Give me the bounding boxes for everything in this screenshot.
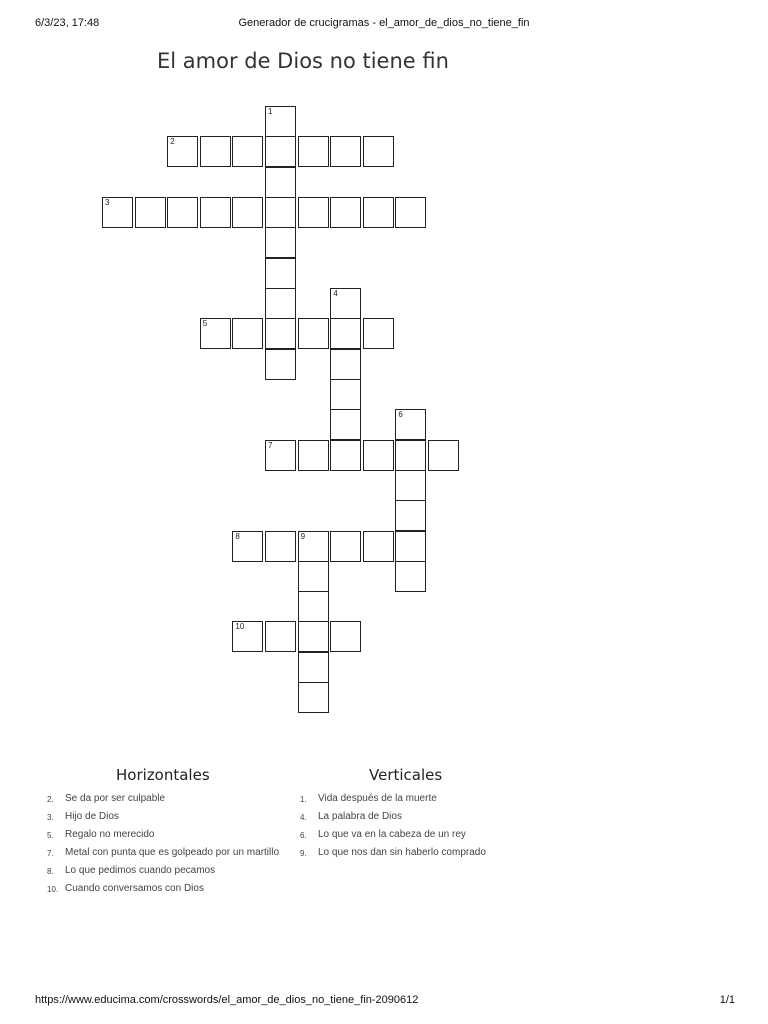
crossword-cell: [330, 379, 361, 410]
clue-item: [288, 792, 548, 805]
clue-number: 9.: [300, 849, 307, 858]
crossword-cell: [395, 500, 426, 531]
crossword-cell: [363, 197, 394, 228]
clue-number-label: 3: [105, 198, 110, 207]
crossword-cell: [265, 197, 296, 228]
crossword-cell: [330, 621, 361, 652]
crossword-cell: [265, 318, 296, 349]
print-footer-url: https://www.educima.com/crosswords/el_amor_de_dios_no_tiene_fin-2090612: [35, 994, 419, 1006]
crossword-cell: [298, 318, 329, 349]
clue-number-label: 4: [333, 288, 338, 298]
clue-number: 3.: [47, 813, 54, 822]
crossword-cell: [232, 621, 263, 652]
print-header-title: Generador de crucigramas - el_amor_de_dios_no_tiene_fin: [238, 17, 530, 29]
crossword-cell: [265, 136, 296, 167]
crossword-cell: [167, 136, 198, 167]
down-clue-list: [288, 792, 548, 864]
clue-text: Cuando conversamos con Dios: [65, 883, 204, 894]
clue-text: Metal con punta que es golpeado por un martillo: [65, 847, 280, 858]
clue-number: 5.: [47, 831, 54, 840]
clue-item: [35, 810, 285, 823]
crossword-cell: [265, 531, 296, 562]
crossword-cell: [330, 349, 361, 380]
across-heading: Horizontales: [116, 766, 210, 784]
clue-item: [35, 828, 285, 841]
clue-item: [35, 882, 285, 895]
crossword-cell: [330, 288, 361, 319]
down-heading: Verticales: [369, 766, 443, 784]
crossword-cell: [395, 197, 426, 228]
clue-number-label: 8: [235, 531, 240, 541]
crossword-cell: [330, 318, 361, 349]
clue-number-label: 6: [398, 410, 403, 420]
clue-number-label: 10: [235, 622, 245, 632]
clue-item: [288, 828, 548, 841]
crossword-cell: [265, 288, 296, 319]
across-clue-list: [35, 792, 285, 900]
crossword-cell: [395, 531, 426, 562]
crossword-cell: [298, 440, 329, 471]
crossword-cell: [232, 531, 263, 562]
clue-text: Hijo de Dios: [65, 811, 119, 822]
page-title: El amor de Dios no tiene fin: [157, 49, 449, 73]
crossword-cell: [102, 197, 133, 228]
clue-number: 10.: [47, 885, 59, 894]
clue-number-label: 2: [170, 137, 175, 147]
clue-text: Regalo no merecido: [65, 829, 155, 840]
clue-text: La palabra de Dios: [318, 811, 402, 822]
clue-text: Se da por ser culpable: [65, 793, 166, 804]
crossword-cell: [232, 136, 263, 167]
crossword-cell: [298, 136, 329, 167]
crossword-cell: [232, 318, 263, 349]
clue-item: [288, 846, 548, 859]
clue-number-label: 9: [300, 531, 306, 541]
clue-item: [35, 846, 285, 859]
crossword-cell: [298, 682, 329, 713]
crossword-cell: [200, 318, 231, 349]
crossword-cell: [330, 197, 361, 228]
crossword-cell: [395, 470, 426, 501]
crossword-cell: [395, 409, 426, 440]
crossword-cell: [135, 197, 166, 228]
clue-number: 7.: [47, 849, 54, 858]
print-footer-page: 1/1: [719, 994, 735, 1006]
clue-item: [288, 810, 548, 823]
clue-number: 4.: [300, 813, 307, 822]
crossword-cell: [298, 591, 329, 622]
crossword-cell: [363, 318, 394, 349]
crossword-cell: [200, 197, 231, 228]
crossword-cell: [265, 258, 296, 289]
clue-item: [35, 864, 285, 877]
crossword-cell: [363, 440, 394, 471]
crossword-cell: [265, 349, 296, 380]
clue-text: Lo que va en la cabeza de un rey: [318, 829, 466, 840]
clue-number: 6.: [300, 831, 307, 840]
crossword-cell: [298, 621, 329, 652]
crossword-cell: [298, 197, 329, 228]
clue-number-label: 5: [202, 319, 208, 329]
crossword-cell: [298, 531, 329, 562]
crossword-cell: [265, 106, 296, 137]
crossword-cell: [428, 440, 459, 471]
crossword-cell: [363, 136, 394, 167]
crossword-cell: [265, 440, 296, 471]
clue-text: Vida después de la muerte: [318, 793, 437, 804]
clue-number-label: 1: [268, 107, 273, 116]
print-header-datetime: 6/3/23, 17:48: [35, 17, 100, 29]
clue-text: Lo que nos dan sin haberlo comprado: [318, 847, 486, 858]
crossword-cell: [330, 440, 361, 471]
crossword-cell: [395, 440, 426, 471]
crossword-cell: [330, 531, 361, 562]
clue-number: 8.: [47, 867, 54, 876]
clue-item: [35, 792, 285, 805]
crossword-cell: [395, 561, 426, 592]
crossword-cell: [265, 227, 296, 258]
clue-number: 2.: [47, 795, 54, 804]
crossword-cell: [265, 167, 296, 198]
clue-number: 1.: [300, 795, 307, 804]
crossword-cell: [232, 197, 263, 228]
crossword-cell: [298, 652, 329, 683]
crossword-cell: [330, 136, 361, 167]
crossword-cell: [363, 531, 394, 562]
crossword-cell: [265, 621, 296, 652]
crossword-cell: [167, 197, 198, 228]
crossword-cell: [330, 409, 361, 440]
clue-text: Lo que pedimos cuando pecamos: [65, 865, 216, 876]
crossword-cell: [298, 561, 329, 592]
clue-number-label: 7: [268, 440, 273, 450]
crossword-cell: [200, 136, 231, 167]
